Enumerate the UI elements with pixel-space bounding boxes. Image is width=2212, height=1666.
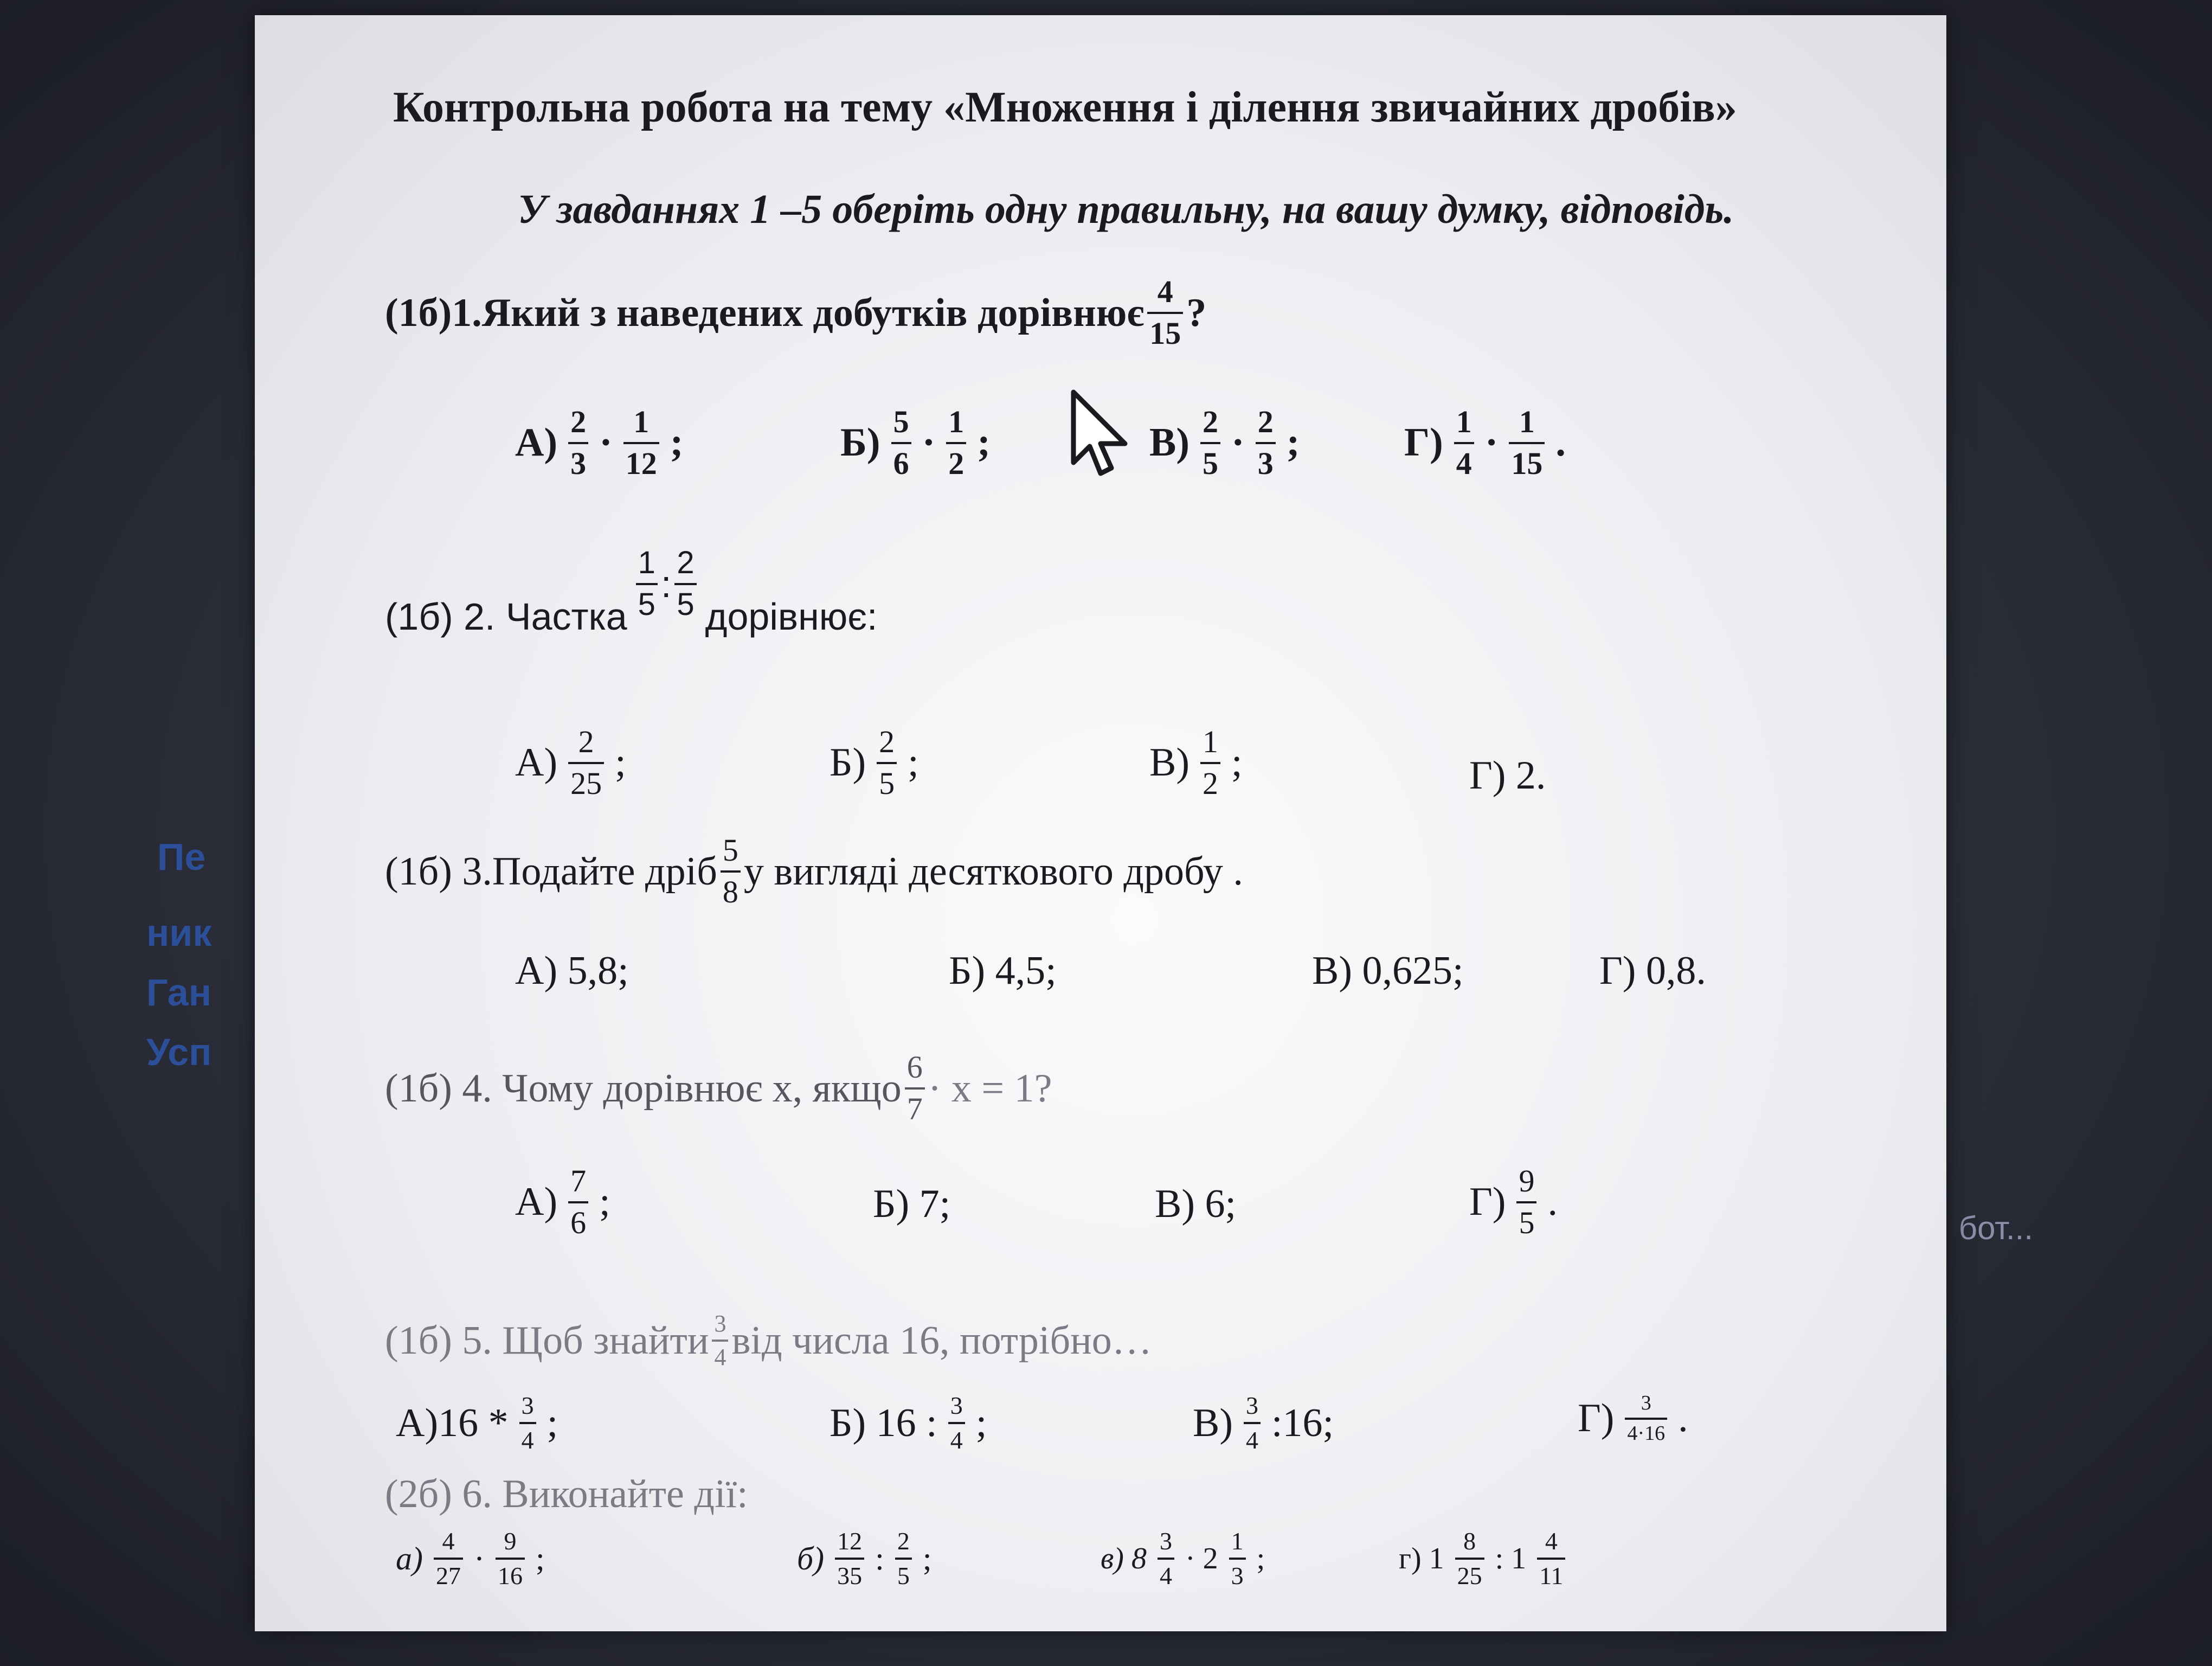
bg-fragment-2: ник bbox=[146, 912, 212, 954]
question-6-title: (2б) 6. Виконайте дії: bbox=[385, 1472, 748, 1516]
question-4-text: (1б) 4. Чому дорівнює х, якщо bbox=[385, 1066, 902, 1111]
question-3-text: (1б) 3.Подайте дріб bbox=[385, 849, 717, 894]
bg-fragment-right: бот... bbox=[1958, 1210, 2033, 1246]
question-2-text: (1б) 2. Частка bbox=[385, 595, 627, 638]
question-4-option-a[interactable]: А) $\frac{7}{6}$ ; bbox=[515, 1163, 610, 1240]
question-2-option-d[interactable]: Г) 2. bbox=[1469, 753, 1546, 798]
bg-fragment-3: Ган bbox=[146, 971, 211, 1014]
question-5-option-c[interactable]: В) $\frac{3}{4}$ :16; bbox=[1193, 1392, 1334, 1454]
page-title: Контрольна робота на тему «Множення і ділення звичайних дробів» bbox=[393, 84, 1737, 131]
question-5: (1б) 5. Щоб знайти $\frac{3}{4}$ від числа 16, потрібно… bbox=[385, 1310, 1152, 1371]
question-4-fraction: $\frac{6}{7}$ bbox=[905, 1051, 925, 1126]
question-3-fraction: $\frac{5}{8}$ bbox=[721, 834, 741, 909]
question-5-option-a[interactable]: А)16 * $\frac{3}{4}$ ; bbox=[396, 1392, 558, 1454]
bg-fragment-1: Пе bbox=[157, 836, 206, 878]
question-3: (1б) 3.Подайте дріб $\frac{5}{8}$ у вигляді десяткового дробу . bbox=[385, 832, 1243, 909]
question-6-item-a[interactable]: а) $\frac{4}{27}$ · $\frac{9}{16}$ ; bbox=[396, 1527, 545, 1590]
question-5-fraction: $\frac{3}{4}$ bbox=[712, 1311, 728, 1370]
question-1-option-c[interactable]: В) $\frac{2}{5}$ · $\frac{2}{3}$ ; bbox=[1149, 404, 1300, 481]
question-3-option-b[interactable]: Б) 4,5; bbox=[949, 949, 1057, 993]
question-1-option-a[interactable]: А) $\frac{2}{3}$ · $\frac{1}{12}$ ; bbox=[515, 404, 684, 481]
question-6-item-c[interactable]: в) 8 $\frac{3}{4}$ · 2 $\frac{1}{3}$ ; bbox=[1101, 1527, 1265, 1590]
question-2-option-b[interactable]: Б) $\frac{2}{5}$ ; bbox=[829, 724, 919, 801]
question-3-option-a[interactable]: А) 5,8; bbox=[515, 949, 629, 993]
question-2-expression: $\frac{1}{5}$ : $\frac{2}{5}$ bbox=[633, 547, 700, 621]
question-6-item-b[interactable]: б) $\frac{12}{35}$ : $\frac{2}{5}$ ; bbox=[797, 1527, 932, 1590]
question-5-text: (1б) 5. Щоб знайти bbox=[385, 1318, 709, 1363]
question-2: (1б) 2. Частка $\frac{1}{5}$ : $\frac{2}{5}$ дорівнює: bbox=[385, 545, 878, 638]
bg-fragment-4: Усп bbox=[146, 1031, 212, 1073]
question-4: (1б) 4. Чому дорівнює х, якщо $\frac{6}{7}$ · х = 1? bbox=[385, 1049, 1052, 1126]
question-2-option-c[interactable]: В) $\frac{1}{2}$ ; bbox=[1149, 724, 1243, 801]
question-1: (1б)1.Який з наведених добутків дорівнює $\frac{4}{15}$ ? bbox=[385, 274, 1207, 351]
question-1-option-d[interactable]: Г) $\frac{1}{4}$ · $\frac{1}{15}$ . bbox=[1404, 404, 1566, 481]
question-6-item-d[interactable]: г) 1 $\frac{8}{25}$ : 1 $\frac{4}{11}$ bbox=[1399, 1528, 1576, 1590]
question-3-option-d[interactable]: Г) 0,8. bbox=[1599, 949, 1706, 993]
question-1-text: (1б)1.Який з наведених добутків дорівнює bbox=[385, 290, 1144, 335]
instruction-text: У завданнях 1 –5 оберіть одну правильну, на вашу думку, відповідь. bbox=[518, 187, 1734, 232]
mouse-cursor-icon bbox=[1068, 389, 1133, 482]
question-1-option-b[interactable]: Б) $\frac{5}{6}$ · $\frac{1}{2}$ ; bbox=[840, 404, 991, 481]
question-5-option-b[interactable]: Б) 16 : $\frac{3}{4}$ ; bbox=[829, 1392, 987, 1454]
question-1-fraction: $\frac{4}{15}$ bbox=[1147, 275, 1183, 350]
question-4-option-c[interactable]: В) 6; bbox=[1155, 1182, 1237, 1226]
question-4-option-b[interactable]: Б) 7; bbox=[873, 1182, 951, 1226]
worksheet-page bbox=[255, 15, 1946, 1631]
question-4-option-d[interactable]: Г) $\frac{9}{5}$ . bbox=[1469, 1163, 1558, 1240]
question-2-option-a[interactable]: А) $\frac{2}{25}$ ; bbox=[515, 724, 626, 801]
question-3-option-c[interactable]: В) 0,625; bbox=[1312, 949, 1464, 993]
question-5-option-d[interactable]: Г) $\frac{3}{4\cdot 16}$ . bbox=[1578, 1392, 1688, 1445]
